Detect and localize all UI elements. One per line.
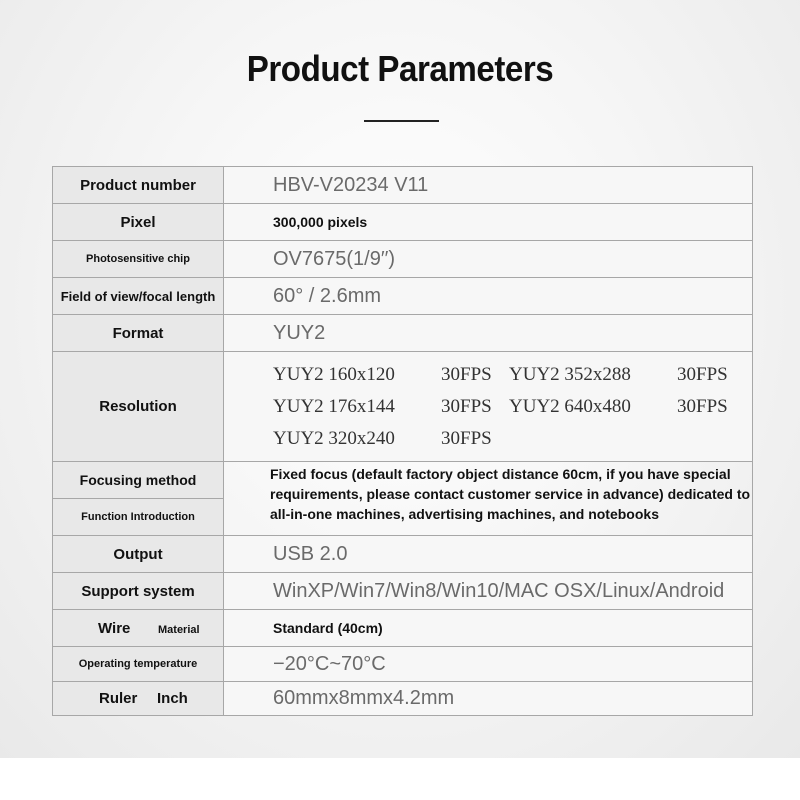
row-support [53,573,753,610]
row-output [53,536,753,573]
value-pixel: 300,000 pixels [224,204,753,241]
label-fov: Field of view/focal length [53,278,224,315]
page-title: Product Parameters [246,48,554,89]
fps-entry: 30FPS [677,395,728,417]
res-entry: YUY2 176x144 [273,395,395,417]
row-fov [53,278,753,315]
label-output: Output [53,536,224,573]
parameters-table [52,166,753,716]
label-ruler-inch: Inch [157,690,188,707]
label-support: Support system [53,573,224,610]
row-product-number [53,167,753,204]
value-support: WinXP/Win7/Win8/Win10/MAC OSX/Linux/Android [224,573,753,610]
res-entry: YUY2 640x480 [509,395,631,417]
row-temperature [53,647,753,682]
value-product-number: HBV-V20234 V11 [224,167,753,204]
fps-entry: 30FPS [441,427,492,449]
title-underline [364,120,439,122]
label-chip: Photosensitive chip [53,241,224,278]
value-chip: OV7675(1/9′′) [224,241,753,278]
row-chip [53,241,753,278]
label-ruler-cell [53,682,224,716]
label-function: Function Introduction [53,499,224,536]
row-focusing [53,462,753,499]
row-resolution [53,352,753,462]
label-temperature: Operating temperature [53,647,224,682]
res-entry: YUY2 352x288 [509,363,631,385]
row-wire [53,610,753,647]
value-fov: 60° / 2.6mm [224,278,753,315]
value-temperature: −20°C~70°C [224,647,753,682]
fps-entry: 30FPS [677,363,728,385]
label-wire: Wire [98,619,131,637]
value-description: Fixed focus (default factory object distance 60cm, if you have special requirements, please contact customer service in advance) dedicated to all-in-one machines, advertising machines, and notebooks [224,462,753,536]
fps-entry: 30FPS [441,395,492,417]
value-ruler: 60mmx8mmx4.2mm [224,682,753,716]
value-resolution [224,352,753,462]
label-wire-cell [53,610,224,647]
res-entry: YUY2 160x120 [273,363,395,385]
label-resolution: Resolution [53,352,224,462]
value-output: USB 2.0 [224,536,753,573]
value-wire: Standard (40cm) [224,610,753,647]
row-ruler [53,682,753,716]
label-ruler: Ruler [99,690,138,707]
fps-entry: 30FPS [441,363,492,385]
row-pixel [53,204,753,241]
value-format: YUY2 [224,315,753,352]
row-format [53,315,753,352]
label-pixel: Pixel [53,204,224,241]
bottom-strip [0,758,800,800]
label-product-number: Product number [53,167,224,204]
label-focusing: Focusing method [53,462,224,499]
label-format: Format [53,315,224,352]
label-wire-material: Material [158,623,200,636]
res-entry: YUY2 320x240 [273,427,395,449]
